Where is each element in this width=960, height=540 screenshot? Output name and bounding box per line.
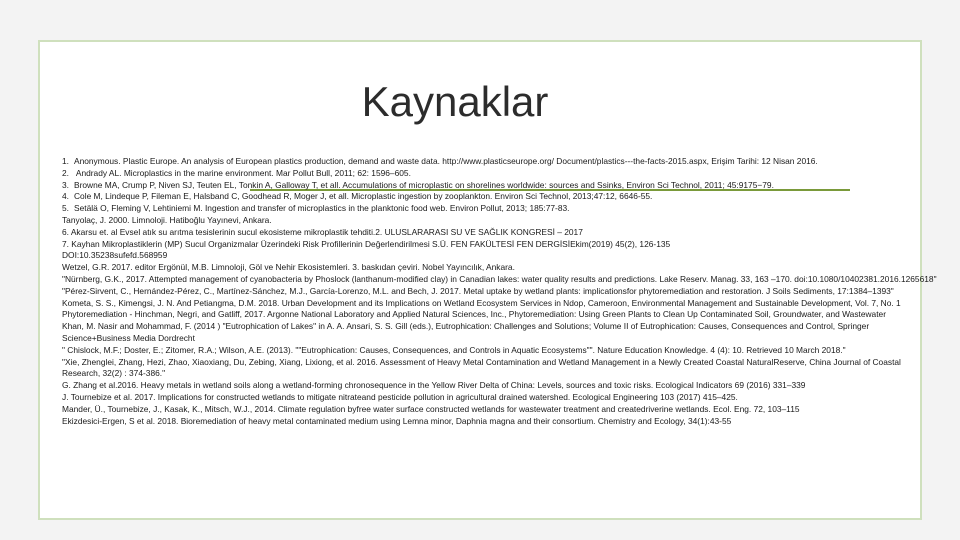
reference-number: 5. [62, 203, 69, 214]
reference-text: Tanyolaç, J. 2000. Limnoloji. Hatiboğlu Yayınevi, Ankara. [62, 214, 272, 225]
reference-text: Setälä O, Fleming V, Lehtiniemi M. Ingestion and transfer of microplastics in the planktonic food web. Environ Pollut, 2013; 185:77-83. [74, 203, 570, 214]
reference-item [62, 321, 938, 345]
reference-number: 4. [62, 191, 69, 202]
reference-item [62, 380, 938, 392]
reference-text: Browne MA, Crump P, Niven SJ, Teuten EL, Tonkin A, Galloway T, et all. Accumulations of microplastic on shorelines worldwide: sources and Ssinks, Environ Sci Technol, 2011; 45:9175−79. [74, 179, 774, 190]
reference-text: Wetzel, G.R. 2017. editor Ergönül, M.B. Limnoloji, Göl ve Nehir Ekosistemleri. 3. baskıdan çeviri. Nobel Yayıncılık, Ankara. [62, 262, 515, 273]
reference-text: Andrady AL. Microplastics in the marine environment. Mar Pollut Bull, 2011; 62: 1596–605. [74, 167, 411, 178]
reference-text: "Pérez-Sirvent, C., Hernández-Pérez, C., Martínez-Sánchez, M.J., García-Lorenzo, M.L. and Bech, J. 2017. Metal uptake by wetland plants: implicationsfor phytoremediation and restoration. J Soils Sediments, 17:1384–1393" [62, 285, 894, 296]
reference-text: Kometa, S. S., Kimengsi, J. N. And Petiangma, D.M. 2018. Urban Development and its Implications on Wetland Ecosystem Services in Ndop, Cameroon, Environmental Management and Sustainable Development, Vol. 7, No. 1 [62, 297, 901, 308]
reference-item [62, 203, 938, 215]
reference-item [62, 262, 938, 274]
reference-item [62, 156, 938, 168]
reference-item [62, 191, 938, 203]
reference-text: 6. Akarsu et. al Evsel atık su arıtma tesislerinin sucul ekosisteme mikroplastik tehditi.2. ULUSLARARASI SU VE SAĞLIK KONGRESİ – 2017 [62, 226, 583, 237]
reference-item [62, 168, 938, 180]
reference-text: 7. Kayhan Mikroplastiklerin (MP) Sucul Organizmalar Üzerindeki Risk Profillerinin Değerlendirilmesi S.Ü. FEN FAKÜLTESİ FEN DERGİSİEkim(2019) 45(2), 126-135 [62, 238, 671, 249]
reference-item [62, 416, 938, 428]
reference-text: Anonymous. Plastic Europe. An analysis of European plastics production, demand and waste data. http://www.plasticseurope.org/ Document/plastics---the-facts-2015.aspx, Erişim Tarihi: 12 Nisan 2016. [74, 156, 818, 166]
reference-text: G. Zhang et al.2016. Heavy metals in wetland soils along a wetland-forming chronosequence in the Yellow River Delta of China: Levels, sources and toxic risks. Ecological Indicators 69 (2016) 331–339 [62, 380, 806, 391]
reference-item [62, 274, 938, 286]
reference-text: Phytoremediation - Hinchman, Negri, and Gatliff, 2017. Argonne National Laboratory and Applied Natural Sciences, Inc., Phytoremediation: Using Green Plants to Clean Up Contaminated Soil, Groundwater, and Wastewater [62, 309, 886, 320]
reference-text: Ekizdesici-Ergen, S et al. 2018. Bioremediation of heavy metal contaminated medium using Lemna minor, Daphnia magna and their consortium. Chemistry and Ecology, 34(1):43-55 [62, 415, 732, 426]
reference-item [62, 227, 938, 239]
reference-text: Mander, Ü., Tournebize, J., Kasak, K., Mitsch, W.J., 2014. Climate regulation byfree water surface constructed wetlands for wastewater treatment and createdriverine wetlands. Ecol. Eng. 72, 103–115 [62, 403, 800, 414]
reference-item [62, 345, 938, 357]
reference-text: DOI:10.35238sufefd.568959 [62, 250, 168, 261]
reference-text: "Xie, Zhenglei, Zhang, Hezi, Zhao, Xiaoxiang, Du, Zebing, Xiang, Lixiong, et al. 2016. Assessment of Heavy Metal Contamination and Wetland Management in a Newly Created Coastal NaturalReserve, China Journal of Coastal Research, 32(2) : 374-386." [62, 356, 901, 379]
reference-item [62, 215, 938, 227]
reference-item [62, 239, 938, 251]
reference-number: 2. [62, 167, 69, 178]
reference-number: 1. [62, 156, 69, 166]
slide-title: Kaynaklar [361, 78, 549, 125]
reference-item [62, 286, 938, 298]
reference-item [62, 392, 938, 404]
reference-item [62, 309, 938, 321]
reference-text: "Nürnberg, G.K., 2017. Attempted management of cyanobacteria by Phoslock (lanthanum-modified clay) in Canadian lakes: water quality results and predictions. Lake Reserv. Manag. 33, 163 –170. doi:10.1080/10402381.2016.1265618" [62, 273, 937, 284]
reference-text: " Chislock, M.F.; Doster, E.; Zitomer, R.A.; Wilson, A.E. (2013). ""Eutrophication: Causes, Consequences, and Controls in Aquatic Ecosystems"". Nature Education Knowledge. 4 (4): 10. Retrieved 10 March 2018." [62, 344, 846, 355]
reference-item [62, 250, 938, 262]
reference-text: Cole M, Lindeque P, Fileman E, Halsband C, Goodhead R, Moger J, et all. Microplastic ingestion by zooplankton. Environ Sci Technol, 2013;47:12, 6646-55. [74, 191, 653, 202]
reference-item [62, 357, 938, 381]
reference-item [62, 404, 938, 416]
reference-number: 3. [62, 179, 69, 190]
reference-list [62, 156, 938, 427]
reference-text: Khan, M. Nasir and Mohammad, F. (2014 ) "Eutrophication of Lakes" in A. A. Ansari, S. S. Gill (eds.), Eutrophication: Challenges and Solutions; Volume II of Eutrophication: Causes, Consequences and Control, Springer Science+Business Media Dordrecht [62, 321, 870, 343]
reference-text: J. Tournebize et al. 2017. Implications for constructed wetlands to mitigate nitrateand pesticide pollution in agricultural drained watershed. Ecological Engineering 103 (2017) 415–425. [62, 391, 738, 402]
reference-item [62, 180, 938, 192]
reference-item [62, 298, 938, 310]
